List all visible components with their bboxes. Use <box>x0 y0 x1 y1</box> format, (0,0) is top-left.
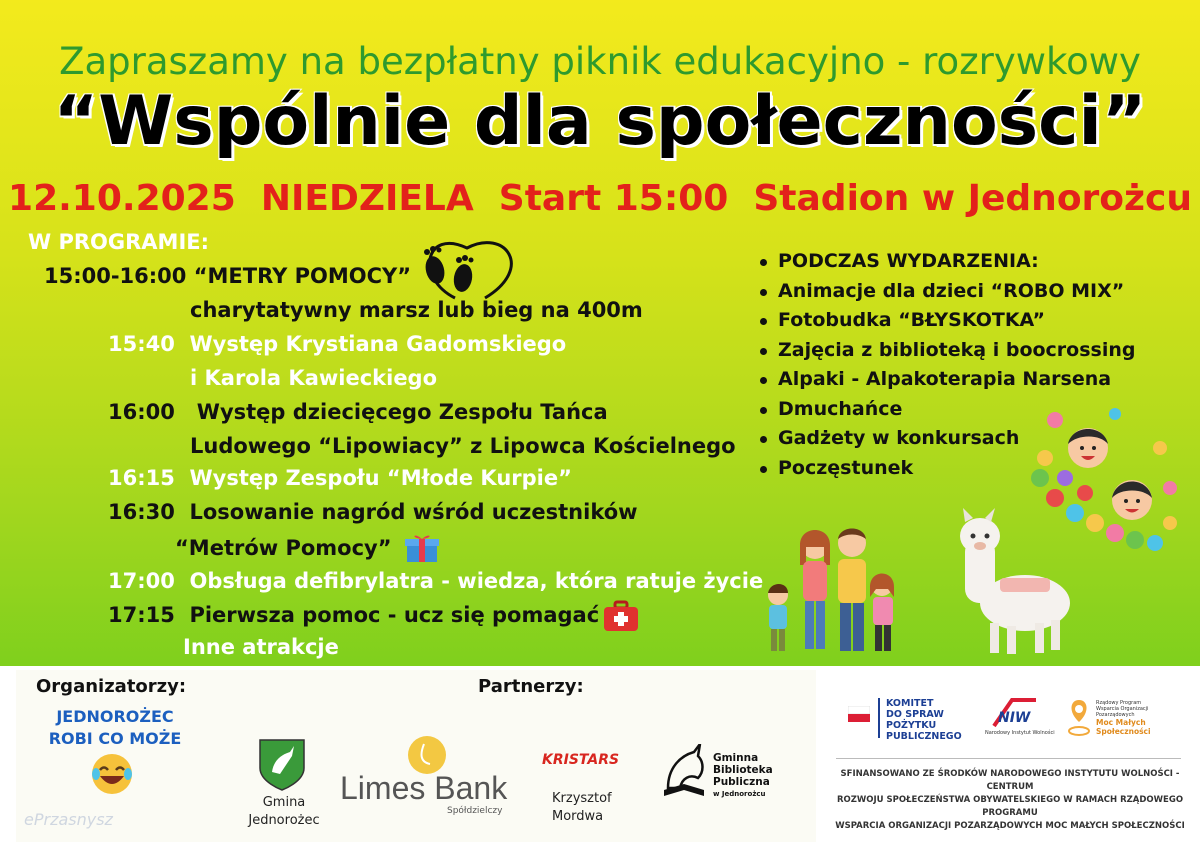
organizer-name-line: ROBI CO MOŻE <box>48 729 182 748</box>
komitet-logo-line: POŻYTKU <box>886 720 937 731</box>
gmina-label-line: Gmina <box>262 795 306 810</box>
krzysztof-label-line: Mordwa <box>552 809 604 824</box>
during-event-item: Gadżety w konkursach <box>760 427 1136 457</box>
organizers-label: Organizatorzy: <box>36 676 187 697</box>
program-line: Inne atrakcje <box>183 635 339 659</box>
krzysztof-label-line: Krzysztof <box>552 791 612 806</box>
during-event-item: Dmuchańce <box>760 398 1136 428</box>
program-line: 17:00 Obsługa defibrylatra - wiedza, która ratuje życie <box>108 569 764 593</box>
gift-icon <box>404 532 440 564</box>
komitet-logo-line: DO SPRAW <box>886 709 944 720</box>
program-line: Ludowego “Lipowiacy” z Lipowca Kościelnego <box>190 434 736 458</box>
moc-malych-logo-line: Pozarządowych <box>1096 712 1135 718</box>
gmina-crest-icon <box>258 738 306 792</box>
watermark: ePrzasnysz <box>24 810 113 829</box>
komitet-divider <box>878 698 880 738</box>
moc-malych-logo <box>1096 700 1151 736</box>
first-aid-kit-icon <box>603 600 639 632</box>
library-label-line: w Jednorożcu <box>713 790 766 798</box>
sponsor-line: ROZWOJU SPOŁECZEŃSTWA OBYWATELSKIEGO W RAMACH RZĄDOWEGO PROGRAMU <box>836 795 1184 818</box>
during-event-item: Animacje dla dzieci “ROBO MIX” <box>760 280 1136 310</box>
niw-logo-subtitle: Narodowy Instytut Wolności <box>985 730 1055 736</box>
komitet-logo-line: KOMITET <box>886 698 934 709</box>
sponsor-divider <box>836 758 1181 759</box>
program-line: charytatywny marsz lub bieg na 400m <box>190 298 643 322</box>
during-event-item: Poczęstunek <box>760 457 1136 487</box>
library-unicorn-logo-icon <box>660 744 710 798</box>
organizer-name-line: JEDNOROŻEC <box>56 707 174 726</box>
library-label-line: Biblioteka <box>713 764 773 776</box>
krzysztof-label <box>552 790 632 826</box>
partners-label: Partnerzy: <box>478 676 584 697</box>
sponsor-line: WSPARCIA ORGANIZACJI POZARZĄDOWYCH MOC MAŁYCH SPOŁECZNOŚCI <box>835 821 1185 831</box>
during-event-item: Zajęcia z biblioteką i boocrossing <box>760 339 1136 369</box>
limes-bank-subtitle: Spółdzielczy <box>447 806 503 816</box>
library-label-line: Gminna <box>713 752 759 764</box>
polish-flag-icon <box>848 706 870 722</box>
program-line: 15:00-16:00 “METRY POMOCY” <box>44 264 412 288</box>
program-line: 16:00 Występ dziecięcego Zespołu Tańca <box>108 400 608 424</box>
moc-malych-logo-line: Moc Małych <box>1096 718 1146 727</box>
program-line: “Metrów Pomocy” <box>175 536 392 560</box>
niw-logo-text: NIW <box>998 710 1031 726</box>
family-illustration <box>760 525 910 660</box>
library-label <box>713 752 773 800</box>
moc-malych-logo-line: Wsparcia Organizacji <box>1096 706 1149 712</box>
organizer-name <box>40 706 190 750</box>
program-line: i Karola Kawieckiego <box>190 366 438 390</box>
program-line: 16:15 Występ Zespołu “Młode Kurpie” <box>108 466 572 490</box>
during-event-item: Alpaki - Alpakoterapia Narsena <box>760 368 1136 398</box>
gmina-label-line: Jednorożec <box>248 813 320 828</box>
gmina-label <box>244 794 324 830</box>
moc-malych-logo-line: Rządowy Program <box>1096 700 1142 706</box>
sponsor-statement <box>835 768 1185 833</box>
program-line: 17:15 Pierwsza pomoc - ucz się pomagać <box>108 603 600 627</box>
footprints-heart-icon <box>405 228 530 306</box>
alpaca-illustration <box>945 508 1075 658</box>
program-heading: W PROGRAMIE: <box>28 230 210 254</box>
program-line: 15:40 Występ Krystiana Gadomskiego <box>108 332 567 356</box>
during-event-item: PODCZAS WYDARZENIA: <box>760 250 1136 280</box>
moc-malych-logo-line: Społeczności <box>1096 727 1151 736</box>
library-label-line: Publiczna <box>713 776 770 788</box>
event-dateline: 12.10.2025 NIEDZIELA Start 15:00 Stadion w Jednorożcu <box>8 178 1192 219</box>
komitet-logo-line: PUBLICZNEGO <box>886 731 962 742</box>
limes-bank-name: Limes Bank <box>340 770 508 806</box>
event-title: “Wspólnie dla społeczności” <box>53 82 1147 161</box>
program-line: 16:30 Losowanie nagród wśród uczestników <box>108 500 638 524</box>
invitation-text: Zapraszamy na bezpłatny piknik edukacyjno - rozrywkowy <box>59 40 1141 83</box>
moc-malych-logo-icon <box>1066 698 1092 738</box>
laughing-emoji-icon <box>90 752 134 796</box>
komitet-logo <box>886 698 962 742</box>
kristars-logo: KRISTARS <box>542 752 620 768</box>
sponsor-line: SFINANSOWANO ZE ŚRODKÓW NARODOWEGO INSTYTUTU WOLNOŚCI - CENTRUM <box>840 769 1180 792</box>
during-event-item: Fotobudka “BŁYSKOTKA” <box>760 309 1136 339</box>
